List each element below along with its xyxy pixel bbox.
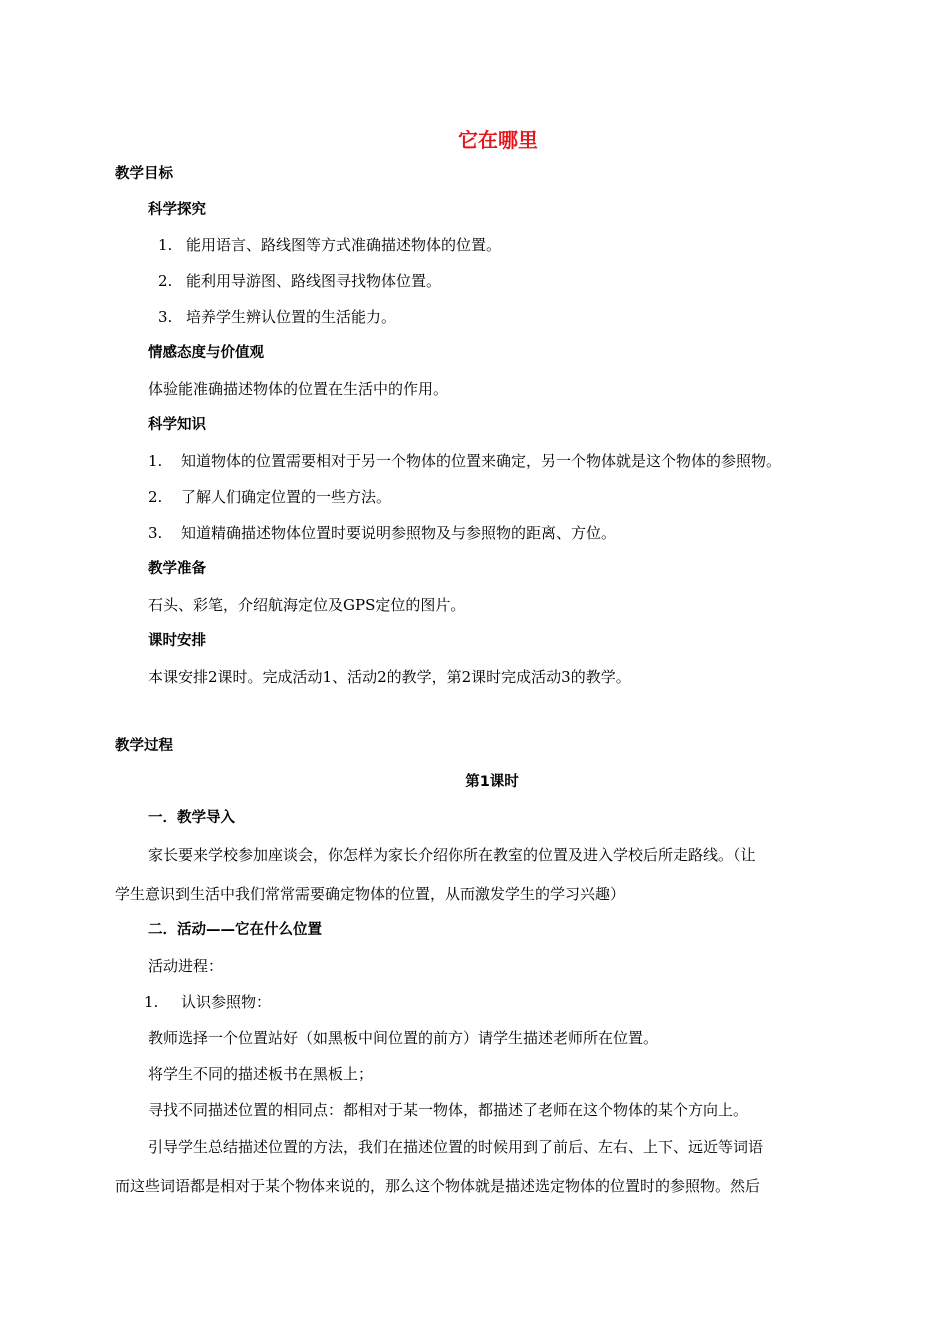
knowledge-item-3-text: 知道精确描述物体位置时要说明参照物及与参照物的距离、方位。 xyxy=(181,524,617,542)
knowledge-item-3-num: 3. xyxy=(148,524,163,542)
inquiry-item-3-text: 培养学生辨认位置的生活能力。 xyxy=(186,308,397,326)
activity-line-3: 寻找不同描述位置的相同点：都相对于某一物体，都描述了老师在这个物体的某个方向上。 xyxy=(148,1101,749,1119)
document-title: 它在哪里 xyxy=(458,128,538,152)
intro-heading: 一．教学导入 xyxy=(148,810,235,826)
inquiry-item-2-text: 能利用导游图、路线图寻找物体位置。 xyxy=(186,272,442,290)
process-heading: 教学过程 xyxy=(115,738,173,754)
inquiry-item-3 xyxy=(158,307,396,327)
inquiry-heading: 科学探究 xyxy=(148,202,206,218)
attitude-heading: 情感态度与价值观 xyxy=(148,345,264,361)
activity-line-4: 引导学生总结描述位置的方法，我们在描述位置的时候用到了前后、左右、上下、远近等词语 xyxy=(148,1138,764,1156)
knowledge-item-1 xyxy=(148,451,781,471)
activity-step-1-text: 认识参照物： xyxy=(181,993,272,1011)
knowledge-item-2-text: 了解人们确定位置的一些方法。 xyxy=(181,488,392,506)
schedule-heading: 课时安排 xyxy=(148,633,206,649)
knowledge-item-2 xyxy=(148,487,391,507)
activity-progress-label: 活动进程： xyxy=(148,957,224,975)
inquiry-item-1-text: 能用语言、路线图等方式准确描述物体的位置。 xyxy=(186,236,502,254)
intro-line-1: 家长要来学校参加座谈会，你怎样为家长介绍你所在教室的位置及进入学校后所走路线。（让 xyxy=(148,846,756,864)
objectives-heading: 教学目标 xyxy=(115,166,173,182)
activity-line-5: 而这些词语都是相对于某个物体来说的，那么这个物体就是描述选定物体的位置时的参照物。然后 xyxy=(115,1177,761,1195)
knowledge-item-1-text: 知道物体的位置需要相对于另一个物体的位置来确定，另一个物体就是这个物体的参照物。 xyxy=(181,452,782,470)
activity-line-1: 教师选择一个位置站好（如黑板中间位置的前方）请学生描述老师所在位置。 xyxy=(148,1029,659,1047)
preparation-heading: 教学准备 xyxy=(148,561,206,577)
activity-step-1 xyxy=(144,992,271,1012)
activity-step-1-num: 1. xyxy=(144,993,159,1011)
attitude-text: 体验能准确描述物体的位置在生活中的作用。 xyxy=(148,380,449,398)
activity-line-2: 将学生不同的描述板书在黑板上； xyxy=(148,1065,374,1083)
inquiry-item-2-num: 2. xyxy=(158,272,173,290)
schedule-text: 本课安排2课时。完成活动1、活动2的教学，第2课时完成活动3的教学。 xyxy=(148,668,631,686)
knowledge-item-1-num: 1. xyxy=(148,452,163,470)
inquiry-item-3-num: 3. xyxy=(158,308,173,326)
inquiry-item-1 xyxy=(158,235,501,255)
activity-heading: 二．活动——它在什么位置 xyxy=(148,922,322,938)
inquiry-item-1-num: 1. xyxy=(158,236,173,254)
knowledge-heading: 科学知识 xyxy=(148,417,206,433)
knowledge-item-3 xyxy=(148,523,616,543)
preparation-text: 石头、彩笔，介绍航海定位及GPS定位的图片。 xyxy=(148,596,466,614)
lesson-title: 第1课时 xyxy=(465,774,519,790)
intro-line-2: 学生意识到生活中我们常常需要确定物体的位置，从而激发学生的学习兴趣） xyxy=(115,885,626,903)
inquiry-item-2 xyxy=(158,271,441,291)
knowledge-item-2-num: 2. xyxy=(148,488,163,506)
